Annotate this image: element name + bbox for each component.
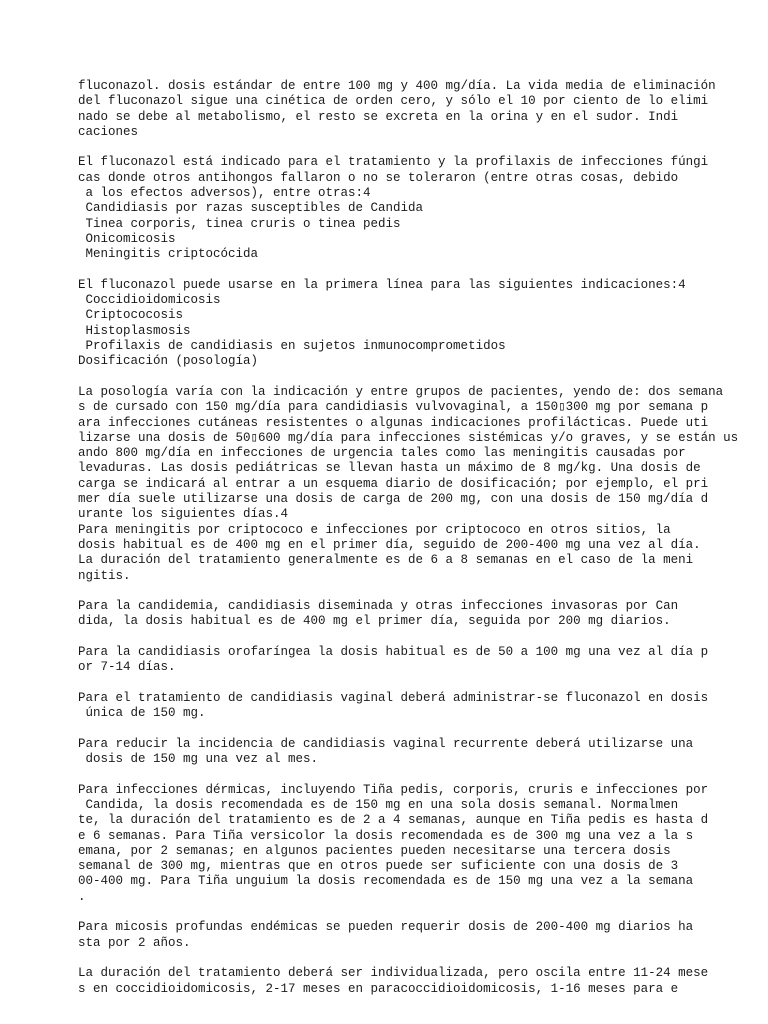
text-line xyxy=(78,951,738,966)
text-line: ngitis. xyxy=(78,568,131,583)
text-line xyxy=(78,905,738,920)
text-line: sta por 2 años. xyxy=(78,935,191,950)
text-line: s en coccidioidomicosis, 2-17 meses en paracoccidioidomicosis, 1-16 meses para e xyxy=(78,981,679,996)
text-line: semanal de 300 mg, mientras que en otros puede ser suficiente con una dosis de 3 xyxy=(78,859,679,874)
text-line xyxy=(78,721,738,736)
text-line: ara infecciones cutáneas resistentes o algunas indicaciones profilácticas. Puede uti xyxy=(78,415,709,430)
text-line: Tinea corporis, tinea cruris o tinea pedis xyxy=(78,216,401,231)
text-line: Para micosis profundas endémicas se pueden requerir dosis de 200-400 mg diarios ha xyxy=(78,920,694,935)
text-line: La posología varía con la indicación y entre grupos de pacientes, yendo de: dos semana xyxy=(78,384,724,399)
text-line: te, la duración del tratamiento es de 2 a 4 semanas, aunque en Tiña pedis es hasta d xyxy=(78,813,709,828)
text-line: Para el tratamiento de candidiasis vaginal deberá administrar-se fluconazol en dosis xyxy=(78,690,709,705)
text-line: Para infecciones dérmicas, incluyendo Tiña pedis, corporis, cruris e infecciones por xyxy=(78,782,709,797)
text-line: dosis habitual es de 400 mg en el primer día, seguido de 200-400 mg una vez al día. xyxy=(78,537,701,552)
text-line: Coccidioidomicosis xyxy=(78,293,221,308)
text-line: levaduras. Las dosis pediátricas se llevan hasta un máximo de 8 mg/kg. Una dosis de xyxy=(78,461,701,476)
text-line: Para la candidiasis orofaríngea la dosis habitual es de 50 a 100 mg una vez al día p xyxy=(78,644,709,659)
text-line: Onicomicosis xyxy=(78,231,176,246)
text-line: a los efectos adversos), entre otras:4 xyxy=(78,186,371,201)
text-line: caciones xyxy=(78,124,139,139)
text-line: única de 150 mg. xyxy=(78,706,206,721)
text-line: Criptococosis xyxy=(78,308,184,323)
text-line: ando 800 mg/día en infecciones de urgencia tales como las meningitis causadas por xyxy=(78,446,686,461)
text-line xyxy=(78,630,738,645)
text-line: dida, la dosis habitual es de 400 mg el primer día, seguida por 200 mg diarios. xyxy=(78,614,671,629)
text-line: mer día suele utilizarse una dosis de carga de 200 mg, con una dosis de 150 mg/día d xyxy=(78,492,709,507)
text-line: s de cursado con 150 mg/día para candidiasis vulvovaginal, a 150▯300 mg por semana p xyxy=(78,400,709,415)
text-line: Para meningitis por criptococo e infecciones por criptococo en otros sitios, la xyxy=(78,522,671,537)
text-line: urante los siguientes días.4 xyxy=(78,507,289,522)
text-line: 00-400 mg. Para Tiña unguium la dosis recomendada es de 150 mg una vez a la semana xyxy=(78,874,694,889)
text-line xyxy=(78,584,738,599)
text-line: . xyxy=(78,889,86,904)
text-line xyxy=(78,676,738,691)
document-body-text xyxy=(78,79,738,997)
text-line: La duración del tratamiento generalmente es de 6 a 8 semanas en el caso de la meni xyxy=(78,553,694,568)
text-line: Candidiasis por razas susceptibles de Candida xyxy=(78,201,424,216)
text-line: Para la candidemia, candidiasis diseminada y otras infecciones invasoras por Can xyxy=(78,599,679,614)
text-line: La duración del tratamiento deberá ser individualizada, pero oscila entre 11-24 mese xyxy=(78,966,709,981)
text-line xyxy=(78,767,738,782)
text-line: lizarse una dosis de 50▯600 mg/día para infecciones sistémicas y/o graves, y se están us xyxy=(78,430,739,445)
text-line: Dosificación (posología) xyxy=(78,354,259,369)
text-line xyxy=(78,263,738,278)
text-line: Candida, la dosis recomendada es de 150 mg en una sola dosis semanal. Normalmen xyxy=(78,797,679,812)
text-line: emana, por 2 semanas; en algunos pacientes pueden necesitarse una tercera dosis xyxy=(78,843,671,858)
text-line: nado se debe al metabolismo, el resto se excreta en la orina y en el sudor. Indi xyxy=(78,109,679,124)
text-line: Meningitis criptocócida xyxy=(78,247,259,262)
text-line: or 7-14 días. xyxy=(78,660,176,675)
text-line: El fluconazol puede usarse en la primera línea para las siguientes indicaciones:4 xyxy=(78,277,686,292)
text-line: Histoplasmosis xyxy=(78,323,191,338)
text-line: cas donde otros antihongos fallaron o no se toleraron (entre otras cosas, debido xyxy=(78,170,679,185)
text-line: Profilaxis de candidiasis en sujetos inmunocomprometidos xyxy=(78,339,506,354)
text-line: e 6 semanas. Para Tiña versicolor la dosis recomendada es de 300 mg una vez a la s xyxy=(78,828,694,843)
text-line: El fluconazol está indicado para el tratamiento y la profilaxis de infecciones fúngi xyxy=(78,155,709,170)
text-line: del fluconazol sigue una cinética de orden cero, y sólo el 10 por ciento de lo elimi xyxy=(78,94,709,109)
text-line xyxy=(78,140,738,155)
text-line xyxy=(78,370,738,385)
text-line: dosis de 150 mg una vez al mes. xyxy=(78,752,319,767)
text-line: fluconazol. dosis estándar de entre 100 mg y 400 mg/día. La vida media de eliminación xyxy=(78,79,716,93)
text-line: carga se indicará al entrar a un esquema diario de dosificación; por ejemplo, el pri xyxy=(78,476,709,491)
text-line: Para reducir la incidencia de candidiasis vaginal recurrente deberá utilizarse una xyxy=(78,736,694,751)
